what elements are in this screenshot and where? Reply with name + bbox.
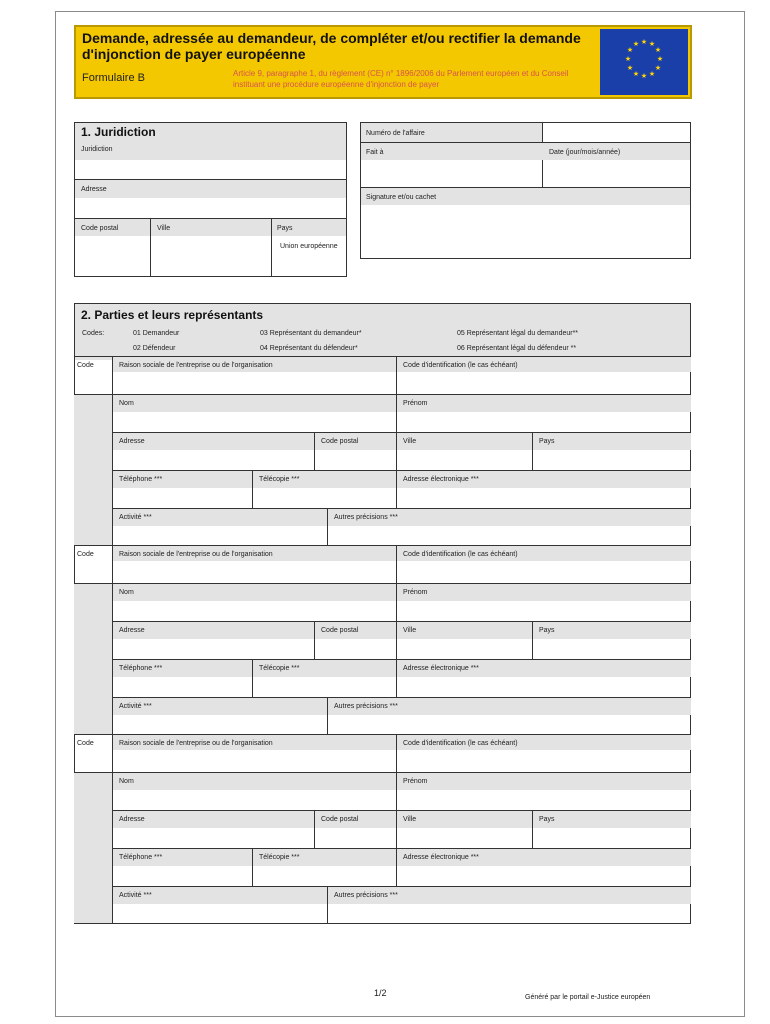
code-06: 06 Représentant légal du défendeur ** xyxy=(457,345,577,352)
page-number: 1/2 xyxy=(374,988,387,998)
activite-field[interactable] xyxy=(113,715,327,734)
case-box xyxy=(360,122,691,259)
adresse-label: Adresse xyxy=(119,816,145,823)
autres-field[interactable] xyxy=(328,904,691,923)
raison-field[interactable] xyxy=(113,750,396,771)
ville-label: Ville xyxy=(403,627,417,634)
identification-label: Code d'identification (le cas échéant) xyxy=(403,740,518,747)
email-field[interactable] xyxy=(397,488,691,508)
code-01: 01 Demandeur xyxy=(133,330,180,337)
autres-label: Autres précisions *** xyxy=(334,892,398,899)
legal-reference: Article 9, paragraphe 1, du règlement (CE) n° 1896/2006 du Parlement européen et du Conseil instituant une procédure européenne d'injonction de payer xyxy=(233,69,569,89)
eu-flag-icon xyxy=(600,29,688,95)
prenom-field[interactable] xyxy=(397,412,691,432)
adresse-field[interactable] xyxy=(113,639,314,659)
signature-field[interactable] xyxy=(361,205,690,258)
activite-label: Activité *** xyxy=(119,892,152,899)
svg-text:★: ★ xyxy=(632,40,640,48)
code-field[interactable] xyxy=(74,372,112,393)
fait-a-field[interactable] xyxy=(361,160,542,187)
pays-field[interactable] xyxy=(533,828,691,848)
ville-label: Ville xyxy=(157,225,171,232)
code-postal-field[interactable] xyxy=(75,236,150,277)
email-field[interactable] xyxy=(397,866,691,886)
pays-label: Pays xyxy=(539,816,555,823)
ville-field[interactable] xyxy=(397,450,532,470)
adresse-field[interactable] xyxy=(113,450,314,470)
code-postal-label: Code postal xyxy=(321,816,359,823)
form-title: Demande, adressée au demandeur, de compléter et/ou rectifier la demande d'injonction de payer européenne xyxy=(82,30,581,62)
juridiction-field[interactable] xyxy=(75,160,346,179)
email-label: Adresse électronique *** xyxy=(403,665,479,672)
code-postal-label: Code postal xyxy=(81,225,119,232)
activite-field[interactable] xyxy=(113,526,327,545)
telephone-label: Téléphone *** xyxy=(119,854,163,861)
email-label: Adresse électronique *** xyxy=(403,854,479,861)
nom-label: Nom xyxy=(119,589,134,596)
adresse-field[interactable] xyxy=(75,198,346,218)
code-postal-field[interactable] xyxy=(315,450,396,470)
identification-label: Code d'identification (le cas échéant) xyxy=(403,362,518,369)
telecopie-field[interactable] xyxy=(253,866,396,886)
svg-text:★: ★ xyxy=(626,46,634,54)
activite-label: Activité *** xyxy=(119,514,152,521)
raison-label: Raison sociale de l'entreprise ou de l'organisation xyxy=(119,740,273,747)
prenom-label: Prénom xyxy=(403,778,428,785)
date-field[interactable] xyxy=(543,160,690,187)
nom-field[interactable] xyxy=(113,601,396,621)
code-02: 02 Défendeur xyxy=(133,345,176,352)
juridiction-label: Juridiction xyxy=(81,146,113,153)
raison-label: Raison sociale de l'entreprise ou de l'organisation xyxy=(119,551,273,558)
svg-text:★: ★ xyxy=(656,55,664,63)
prenom-label: Prénom xyxy=(403,589,428,596)
autres-field[interactable] xyxy=(328,526,691,545)
svg-text:★: ★ xyxy=(654,64,662,72)
identification-field[interactable] xyxy=(397,561,691,582)
prenom-field[interactable] xyxy=(397,601,691,621)
section-title: 1. Juridiction xyxy=(81,125,156,139)
telecopie-label: Télécopie *** xyxy=(259,854,300,861)
nom-field[interactable] xyxy=(113,790,396,810)
code-label: Code xyxy=(77,551,94,558)
nom-label: Nom xyxy=(119,400,134,407)
code-label: Code xyxy=(77,740,94,747)
raison-label: Raison sociale de l'entreprise ou de l'organisation xyxy=(119,362,273,369)
nom-label: Nom xyxy=(119,778,134,785)
numero-affaire-label: Numéro de l'affaire xyxy=(366,130,425,137)
eu-stars-icon xyxy=(600,29,688,95)
ville-label: Ville xyxy=(403,816,417,823)
autres-label: Autres précisions *** xyxy=(334,703,398,710)
telecopie-label: Télécopie *** xyxy=(259,665,300,672)
code-05: 05 Représentant légal du demandeur** xyxy=(457,330,579,337)
telephone-field[interactable] xyxy=(113,866,252,886)
autres-label: Autres précisions *** xyxy=(334,514,398,521)
telephone-field[interactable] xyxy=(113,677,252,697)
svg-text:★: ★ xyxy=(632,70,640,78)
pays-label: Pays xyxy=(277,225,293,232)
pays-field[interactable] xyxy=(533,450,691,470)
code-04: 04 Représentant du défendeur* xyxy=(260,345,358,352)
adresse-label: Adresse xyxy=(81,186,107,193)
fait-a-label: Fait à xyxy=(366,149,384,156)
prenom-label: Prénom xyxy=(403,400,428,407)
generated-by: Généré par le portail e-Justice européen xyxy=(525,994,651,1001)
svg-text:★: ★ xyxy=(624,55,632,63)
codes-label: Codes: xyxy=(82,330,105,337)
pays-value: Union européenne xyxy=(280,243,338,250)
prenom-field[interactable] xyxy=(397,790,691,810)
code-field[interactable] xyxy=(74,750,112,771)
telecopie-field[interactable] xyxy=(253,488,396,508)
ville-field[interactable] xyxy=(151,236,271,277)
adresse-label: Adresse xyxy=(119,438,145,445)
activite-label: Activité *** xyxy=(119,703,152,710)
svg-text:★: ★ xyxy=(640,72,648,80)
email-field[interactable] xyxy=(397,677,691,697)
party-block xyxy=(74,356,691,545)
telephone-label: Téléphone *** xyxy=(119,665,163,672)
code-postal-label: Code postal xyxy=(321,438,359,445)
svg-text:★: ★ xyxy=(626,64,634,72)
raison-field[interactable] xyxy=(113,372,396,393)
identification-field[interactable] xyxy=(397,750,691,771)
code-postal-label: Code postal xyxy=(321,627,359,634)
svg-text:★: ★ xyxy=(648,70,656,78)
pays-label: Pays xyxy=(539,627,555,634)
code-label: Code xyxy=(77,362,94,369)
svg-text:★: ★ xyxy=(654,46,662,54)
telecopie-field[interactable] xyxy=(253,677,396,697)
raison-field[interactable] xyxy=(113,561,396,582)
identification-field[interactable] xyxy=(397,372,691,393)
code-field[interactable] xyxy=(74,561,112,582)
party-block xyxy=(74,734,691,923)
adresse-field[interactable] xyxy=(113,828,314,848)
signature-label: Signature et/ou cachet xyxy=(366,194,437,201)
section-juridiction xyxy=(74,122,347,277)
section-title: 2. Parties et leurs représentants xyxy=(81,308,264,322)
ville-field[interactable] xyxy=(397,828,532,848)
party-block xyxy=(74,545,691,734)
date-label: Date (jour/mois/année) xyxy=(549,149,621,156)
form-tag: Formulaire B xyxy=(82,72,145,84)
telephone-label: Téléphone *** xyxy=(119,476,163,483)
telecopie-label: Télécopie *** xyxy=(259,476,300,483)
code-postal-field[interactable] xyxy=(315,828,396,848)
code-postal-field[interactable] xyxy=(315,639,396,659)
party-blocks xyxy=(74,356,691,923)
identification-label: Code d'identification (le cas échéant) xyxy=(403,551,518,558)
nom-field[interactable] xyxy=(113,412,396,432)
code-03: 03 Représentant du demandeur* xyxy=(260,330,362,337)
activite-field[interactable] xyxy=(113,904,327,923)
adresse-label: Adresse xyxy=(119,627,145,634)
form-header xyxy=(74,25,692,99)
numero-affaire-field[interactable] xyxy=(543,123,690,142)
ville-field[interactable] xyxy=(397,639,532,659)
email-label: Adresse électronique *** xyxy=(403,476,479,483)
pays-field[interactable] xyxy=(533,639,691,659)
pays-label: Pays xyxy=(539,438,555,445)
ville-label: Ville xyxy=(403,438,417,445)
svg-text:★: ★ xyxy=(648,40,656,48)
telephone-field[interactable] xyxy=(113,488,252,508)
svg-text:★: ★ xyxy=(640,38,648,46)
autres-field[interactable] xyxy=(328,715,691,734)
